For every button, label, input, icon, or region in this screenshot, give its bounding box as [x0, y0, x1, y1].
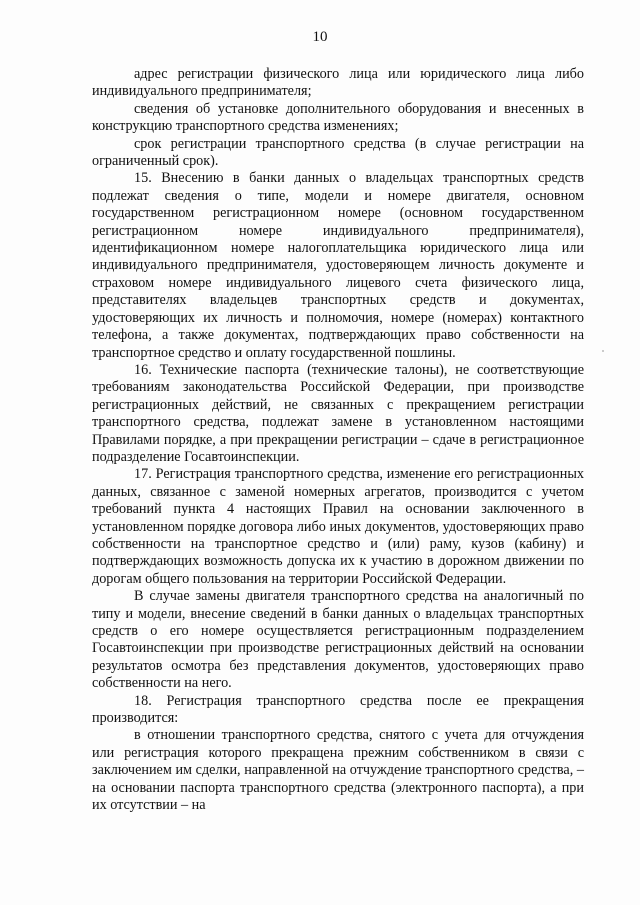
paragraph-clause-16: 16. Технические паспорта (технические талоны), не соответствующие требованиям законодательства Российской Федерации, при производстве регистрационных действий, не связанных с прекращением регистрации транспортного средства, подлежат замене в установленном настоящими Правилами порядке, а при прекращении регистрации – сдаче в регистрационное подразделение Госавтоинспекции. — [92, 361, 584, 465]
paragraph-registration-address: адрес регистрации физического лица или юридического лица либо индивидуального предпринимателя; — [92, 66, 584, 100]
paragraph-registration-term: срок регистрации транспортного средства (в случае регистрации на ограниченный срок). — [92, 135, 584, 170]
document-body — [92, 66, 584, 814]
paragraph-clause-18: 18. Регистрация транспортного средства после ее прекращения производится: — [92, 692, 584, 727]
paragraph-clause-15: 15. Внесению в банки данных о владельцах транспортных средств подлежат сведения о типе, модели и номере двигателя, основном государственном регистрационном номере (основном государственном регистрационном номере индивидуального предпринимателя), идентификационном номере налогоплательщика юридического лица или индивидуального предпринимателя, удостоверяющем личность документе и страховом номере индивидуального лицевого счета физического лица, представителях владельцев транспортных средств и документах, удостоверяющих их личность и полномочия, номере (номерах) контактного телефона, а также документах, подтверждающих право собственности на транспортное средство и оплату государственной пошлины. — [92, 170, 584, 361]
paragraph-alienation: в отношении транспортного средства, снятого с учета для отчуждения или регистрация которого прекращена прежним собственником в связи с заключением им сделки, направленной на отчуждение транспортного средства, – на основании паспорта транспортного средства (электронного паспорта), а при их отсутствии – на — [92, 727, 584, 814]
page-number: 10 — [312, 29, 328, 45]
paragraph-engine-replacement: В случае замены двигателя транспортного средства на аналогичный по типу и модели, внесение сведений в банки данных о владельцах транспортных средств о его номере осуществляется регистрационным подразделением Госавтоинспекции при производстве регистрационных действий на основании результатов осмотра без представления документов, удостоверяющих право собственности на него. — [92, 588, 584, 692]
scan-speck — [602, 350, 604, 352]
paragraph-additional-equipment: сведения об установке дополнительного оборудования и внесенных в конструкцию транспортного средства изменениях; — [92, 100, 584, 135]
paragraph-clause-17: 17. Регистрация транспортного средства, изменение его регистрационных данных, связанное с заменой номерных агрегатов, производится с учетом требований пункта 4 настоящих Правил на основании заключенного в установленном порядке договора либо иных документов, удостоверяющих право собственности на транспортное средство и (или) раму, кузов (кабину) и подтверждающих возможность допуска их к участию в дорожном движении по дорогам общего пользования на территории Российской Федерации. — [92, 466, 584, 587]
